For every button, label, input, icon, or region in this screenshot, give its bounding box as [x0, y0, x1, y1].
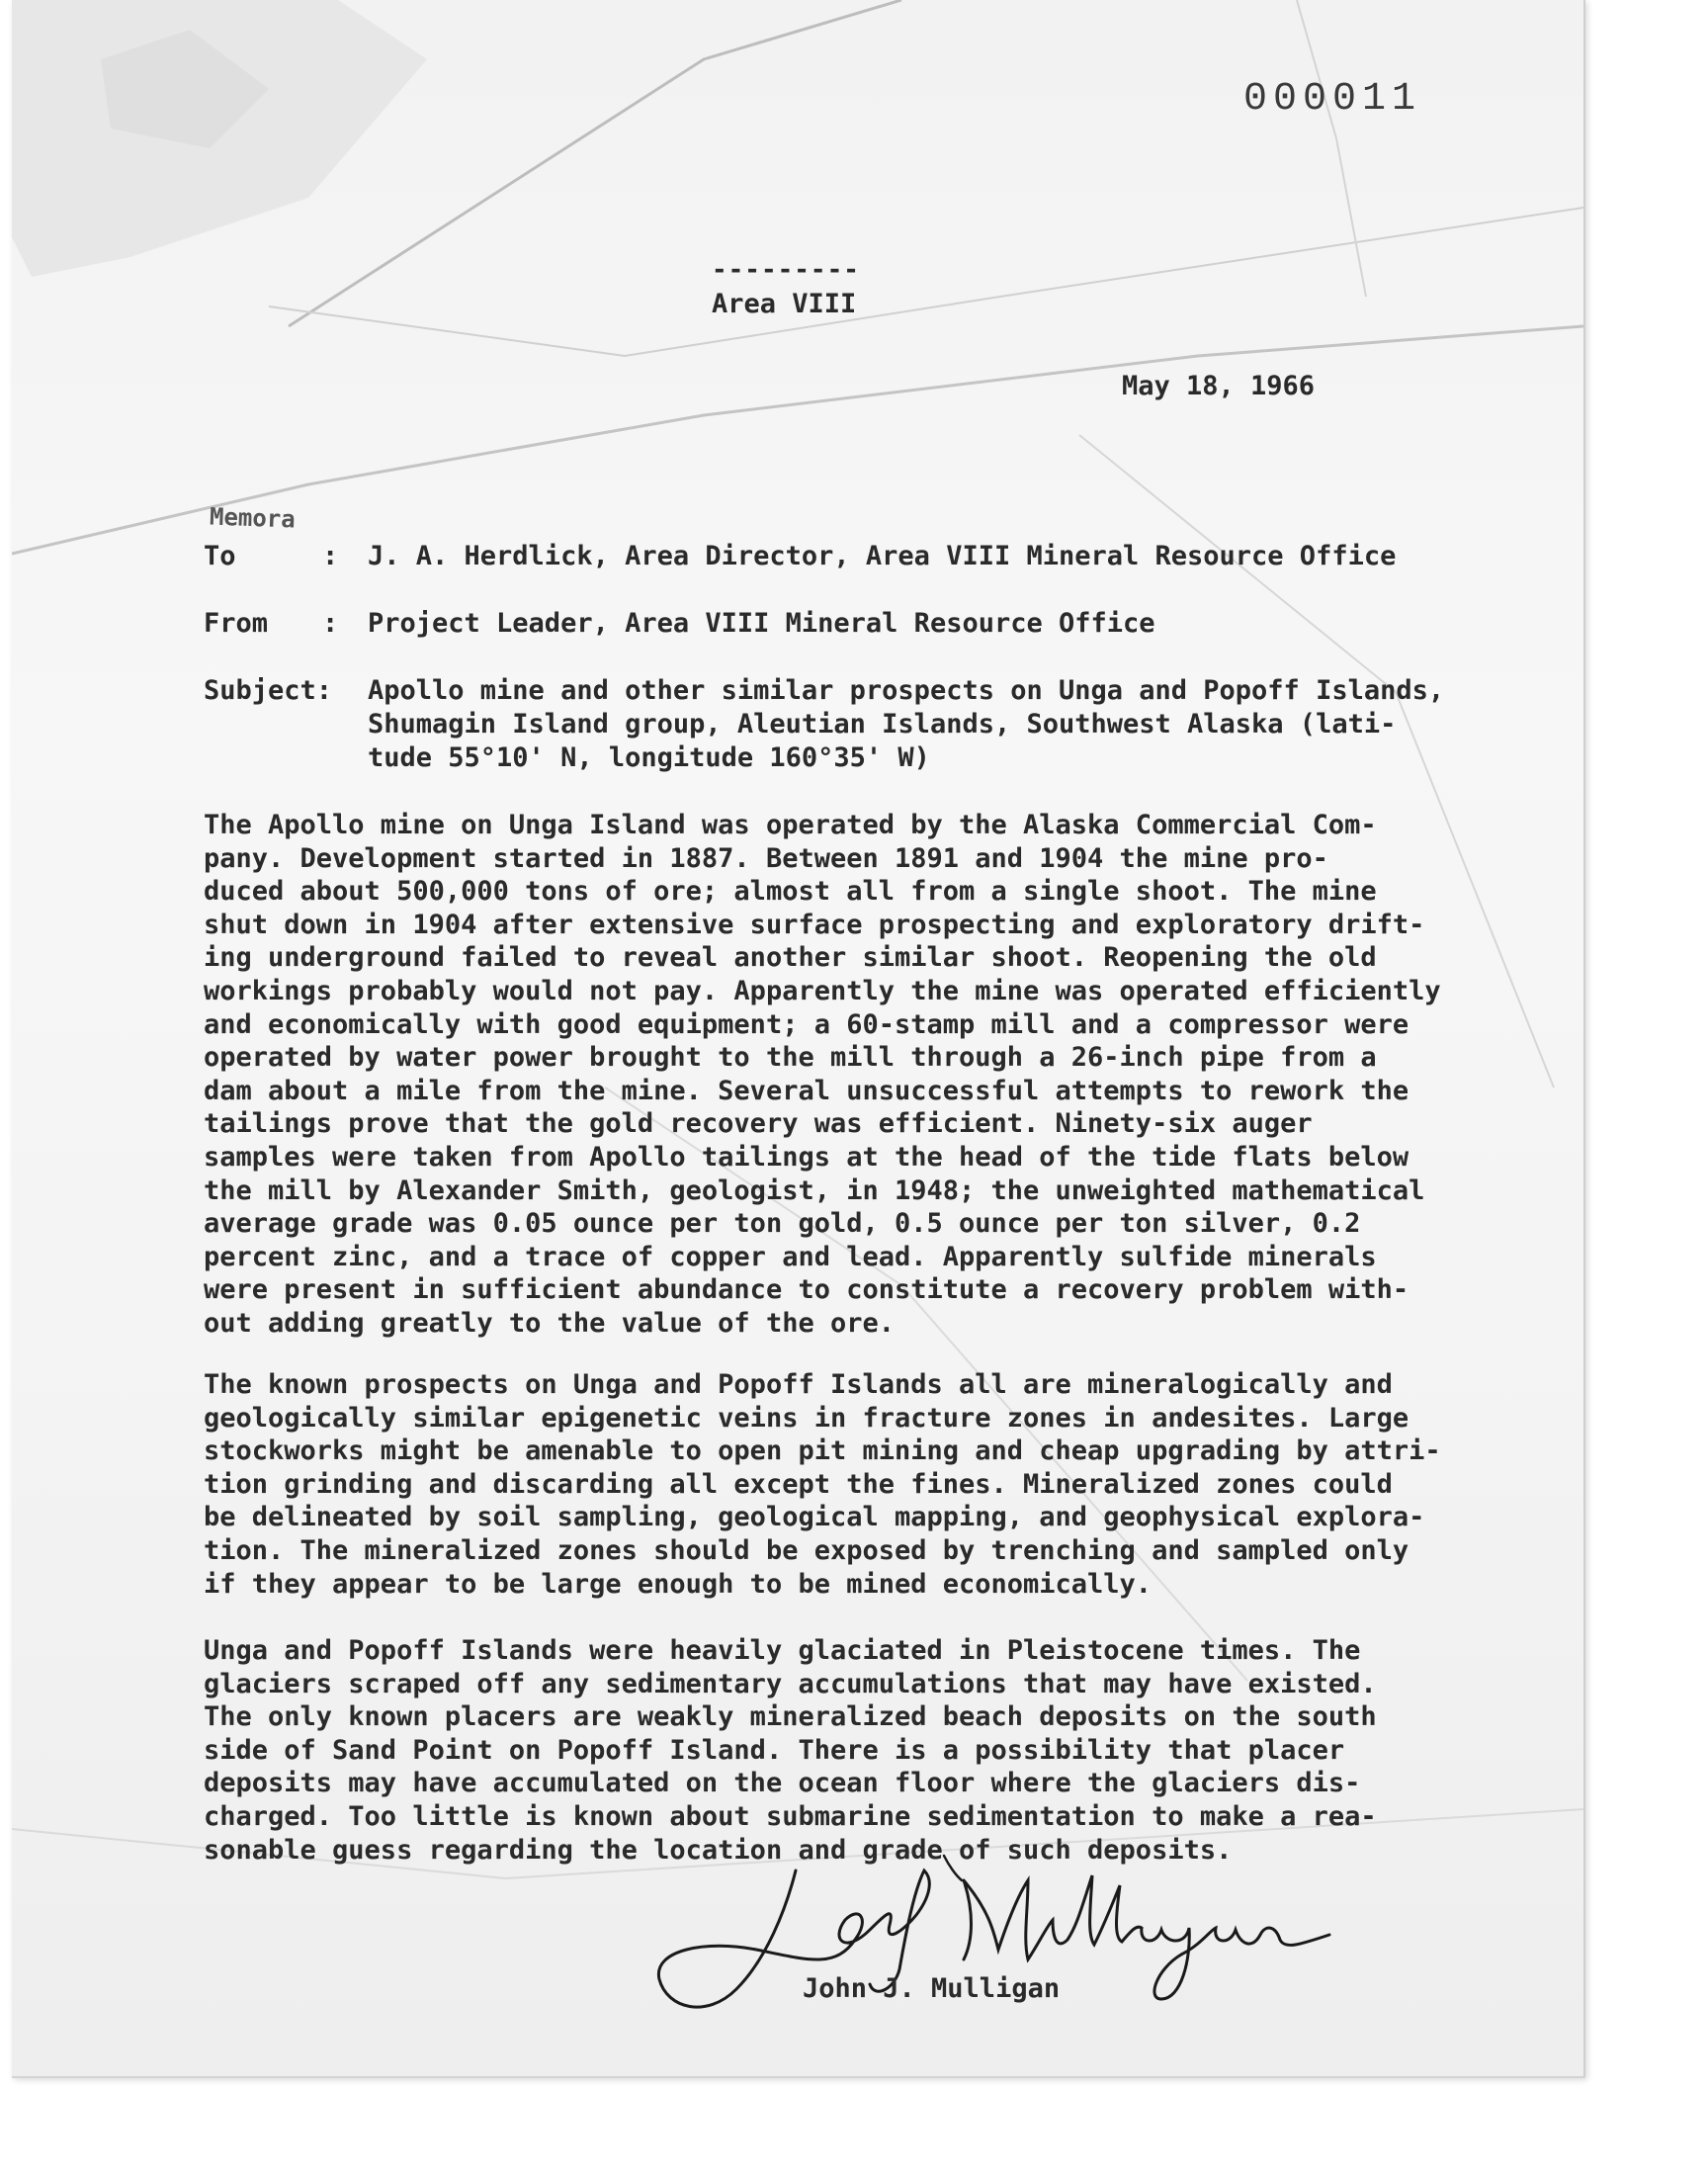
from-label: From	[204, 608, 269, 639]
memorandum-heading-fragment: Memora	[209, 502, 297, 534]
to-colon: :	[322, 541, 339, 571]
paragraph-apollo-mine: The Apollo mine on Unga Island was operated by the Alaska Commercial Com- pany. Development started in 1887. Between 1891 and 1904 the mine pro- duced about 500,000 tons of ore; almost all from a single shoot. The mine shut down in 1904 after extensive surface prospecting and exploratory drift- ing underground failed to reveal another similar shoot. Reopening the old workings probably would not pay. Apparently the mine was operated efficiently and economically with good equipment; a 60-stamp mill and a compressor were operated by water power brought to the mill through a 26-inch pipe from a dam about a mile from the mine. Several unsuccessful attempts to rework the tailings prove that the gold recovery was efficient. Ninety-six auger samples were taken from Apollo tailings at the head of the tide flats below the mill by Alexander Smith, geologist, in 1948; the unweighted mathematical average grade was 0.05 ounce per ton gold, 0.5 ounce per ton silver, 0.2 percent zinc, and a trace of copper and lead. Apparently sulfide minerals were present in sufficient abundance to constitute a recovery problem with- out adding greatly to the value of the ore.	[204, 810, 1441, 1339]
memo-date: May 18, 1966	[1122, 371, 1316, 401]
area-title: Area VIII	[712, 289, 857, 319]
subject-value: Apollo mine and other similar prospects on Unga and Popoff Islands, Shumagin Island group, Aleutian Islands, Southwest Alaska (lati- tude 55°10' N, longitude 160°35' W)	[368, 675, 1445, 773]
to-label: To	[204, 541, 236, 571]
header-rule: ---------	[712, 255, 860, 285]
to-value: J. A. Herdlick, Area Director, Area VIII Mineral Resource Office	[368, 541, 1397, 571]
paragraph-glaciation: Unga and Popoff Islands were heavily glaciated in Pleistocene times. The glaciers scraped off any sedimentary accumulations that may have existed. The only known placers are weakly mineralized beach deposits on the south side of Sand Point on Popoff Island. There is a possibility that placer deposits may have accumulated on the ocean floor where the glaciers dis- charged. Too little is known about submarine sedimentation to make a rea- sonable guess regarding the location and grade of such deposits.	[204, 1635, 1377, 1866]
signer-name: John J. Mulligan	[803, 1973, 1061, 2004]
document-stamp-number: 000011	[1243, 77, 1422, 122]
from-colon: :	[322, 608, 339, 639]
from-value: Project Leader, Area VIII Mineral Resource Office	[368, 608, 1155, 639]
paragraph-known-prospects: The known prospects on Unga and Popoff Islands all are mineralogically and geologically similar epigenetic veins in fracture zones in andesites. Large stockworks might be amenable to open pit mining and cheap upgrading by attri- tion grinding and discarding all except the fines. Mineralized zones could be delineated by soil sampling, geological mapping, and geophysical explora- tion. The mineralized zones should be exposed by trenching and sampled only if they appear to be large enough to be mined economically.	[204, 1369, 1441, 1600]
subject-label: Subject:	[204, 675, 333, 706]
